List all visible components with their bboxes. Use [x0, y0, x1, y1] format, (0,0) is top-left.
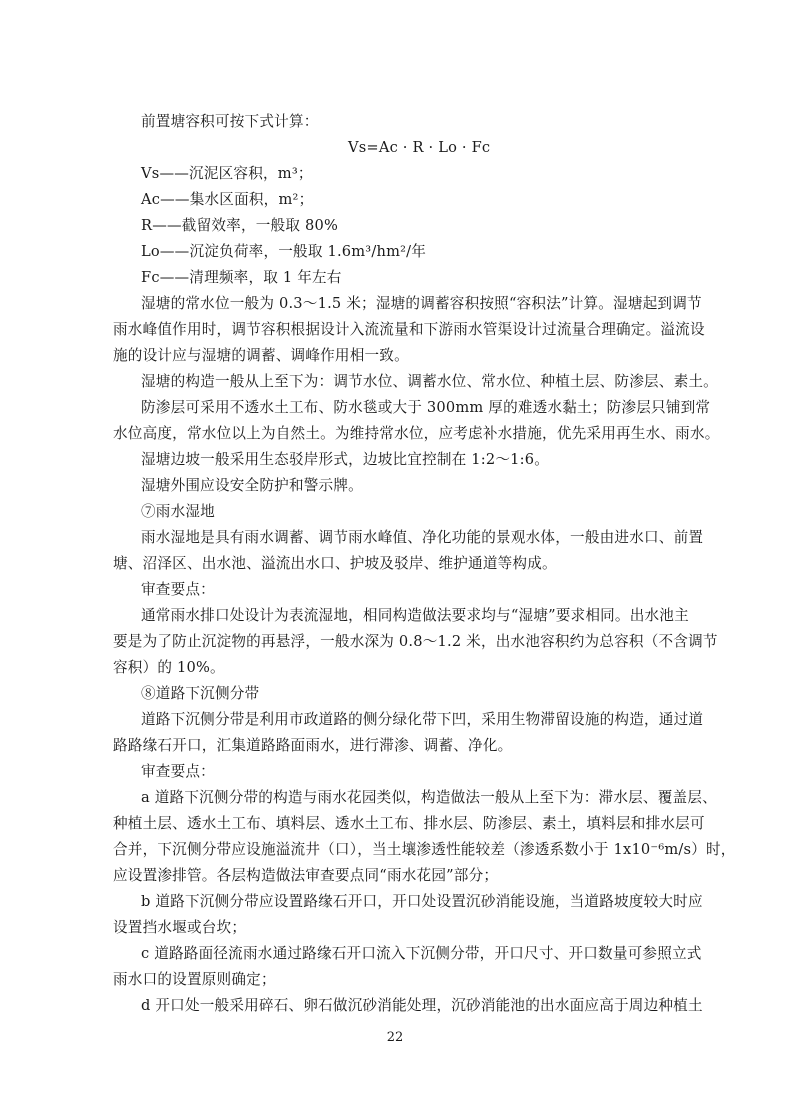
definition-line [141, 242, 716, 262]
body-line: 要是为了防止沉淀物的再悬浮，一般水深为 0.8～1.2 米，出水池容积约为总容积（不含调节 [113, 633, 718, 650]
definition-symbol: R [141, 217, 153, 234]
definition-text: ——集水区面积，m²； [160, 191, 314, 208]
definition-text: ——沉泥区容积，m³； [159, 165, 313, 182]
definition-symbol: Fc [141, 269, 160, 286]
body-line: 路路缘石开口，汇集道路路面雨水，进行滞渗、调蓄、净化。 [113, 737, 513, 754]
body-line: 应设置渗排管。各层构造做法审查要点同“雨水花园”部分； [113, 867, 499, 884]
body-line: 合并，下沉侧分带应设施溢流井（口），当土壤渗透性能较差（渗透系数小于 1x10⁻⁶m/s）时， [113, 841, 736, 858]
body-line: a 道路下沉侧分带的构造与雨水花园类似，构造做法一般从上至下为：滞水层、覆盖层、 [141, 789, 717, 806]
body-line: 水位高度，常水位以上为自然土。为维持常水位，应考虑补水措施，优先采用再生水、雨水。 [113, 425, 720, 442]
review-heading: 审查要点： [141, 581, 215, 598]
body-line: 防渗层可采用不透水土工布、防水毯或大于 300mm 厚的难透水黏土；防渗层只铺到常 [141, 399, 711, 416]
body-line: 湿塘边坡一般采用生态驳岸形式，边坡比宜控制在 1:2～1:6。 [141, 451, 550, 468]
body-line: 施的设计应与湿塘的调蓄、调峰作用相一致。 [113, 347, 409, 364]
section-heading: ⑦雨水湿地 [141, 503, 215, 520]
definition-text: ——截留效率，一般取 80% [152, 217, 339, 234]
body-line: 道路下沉侧分带是利用市政道路的侧分绿化带下凹，采用生物滞留设施的构造，通过道 [141, 711, 704, 728]
definition-line [141, 216, 716, 236]
review-heading: 审查要点： [141, 763, 215, 780]
definition-line [141, 164, 716, 184]
formula: Vs=Ac · R · Lo · Fc [348, 139, 491, 156]
body-line: 通常雨水排口处设计为表流湿地，相同构造做法要求均与“湿塘”要求相同。出水池主 [141, 607, 689, 624]
body-line: c 道路路面径流雨水通过路缘石开口流入下沉侧分带，开口尺寸、开口数量可参照立式 [141, 945, 702, 962]
section-heading: ⑧道路下沉侧分带 [141, 685, 260, 702]
body-line: 湿塘外围应设安全防护和警示牌。 [141, 477, 363, 494]
body-line: 雨水峰值作用时，调节容积根据设计入流流量和下游雨水管渠设计过流量合理确定。溢流设 [113, 321, 705, 338]
body-line: 雨水口的设置原则确定； [113, 971, 276, 988]
body-line: b 道路下沉侧分带应设置路缘石开口，开口处设置沉砂消能设施，当道路坡度较大时应 [141, 893, 703, 910]
body-line: 塘、沼泽区、出水池、溢流出水口、护坡及驳岸、维护通道等构成。 [113, 555, 557, 572]
body-line: 雨水湿地是具有雨水调蓄、调节雨水峰值、净化功能的景观水体，一般由进水口、前置 [141, 529, 704, 546]
page-number: 22 [386, 1030, 404, 1045]
intro-text: 前置塘容积可按下式计算： [141, 113, 319, 130]
body-line: d 开口处一般采用碎石、卵石做沉砂消能处理，沉砂消能池的出水面应高于周边种植土 [141, 997, 703, 1014]
definition-text: ——清理频率，取 1 年左右 [159, 269, 342, 286]
definition-symbol: Lo [141, 243, 160, 260]
body-line: 湿塘的常水位一般为 0.3～1.5 米；湿塘的调蓄容积按照“容积法”计算。湿塘起到调节 [141, 295, 702, 312]
definition-line [141, 268, 716, 288]
body-line: 容积）的 10%。 [113, 659, 225, 676]
body-line: 设置挡水堰或台坎； [113, 919, 247, 936]
body-line: 种植土层、透水土工布、填料层、透水土工布、排水层、防渗层、素土，填料层和排水层可 [113, 815, 705, 832]
body-line: 湿塘的构造一般从上至下为：调节水位、调蓄水位、常水位、种植土层、防渗层、素土。 [141, 373, 718, 390]
definition-symbol: Vs [141, 165, 160, 182]
definition-symbol: Ac [141, 191, 161, 208]
definition-text: ——沉淀负荷率，一般取 1.6m³/hm²/年 [159, 243, 427, 260]
definition-line [141, 190, 716, 210]
